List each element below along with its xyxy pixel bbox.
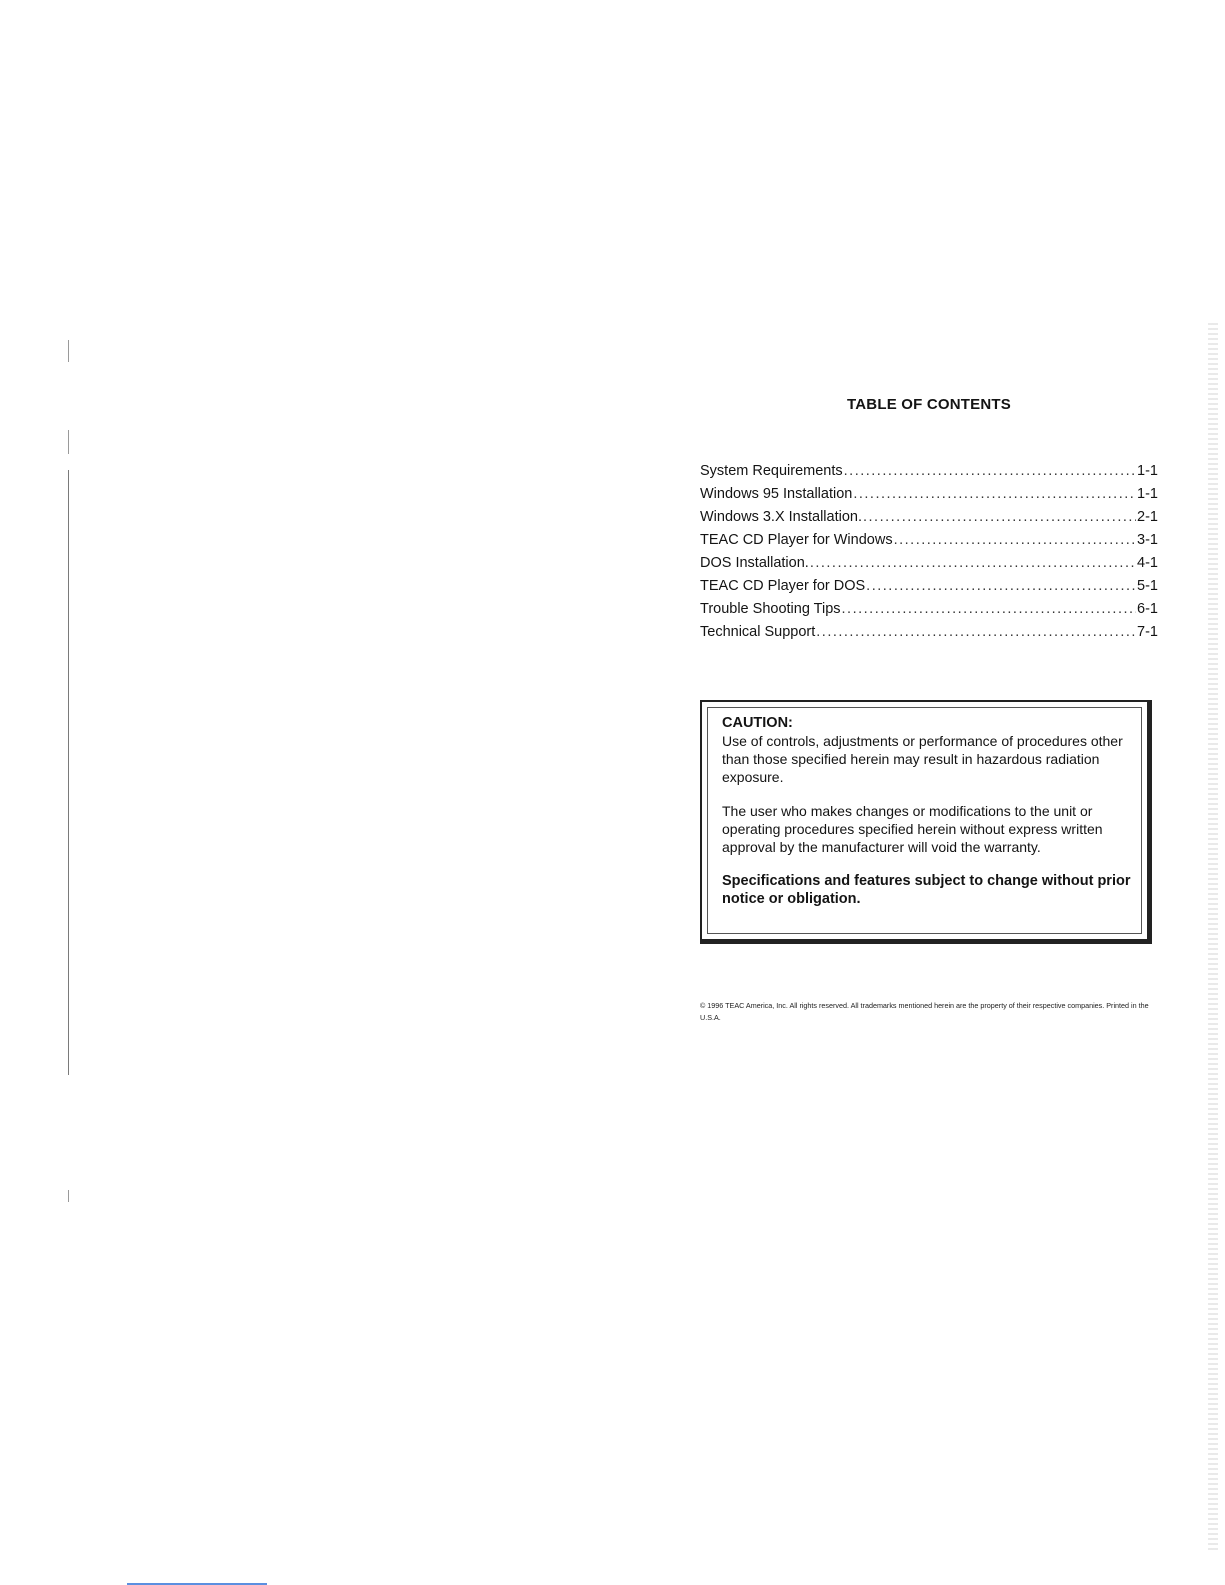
toc-leader-dots <box>842 598 1137 621</box>
toc-entry[interactable] <box>700 460 1158 483</box>
caution-radiation-text: Use of controls, adjustments or performance of procedures other than those specified herein may result in hazardous radiation exposure. <box>722 733 1123 785</box>
toc-list <box>700 460 1158 644</box>
scan-margin-mark <box>68 430 69 454</box>
caution-box <box>700 700 1152 944</box>
toc-entry[interactable] <box>700 575 1158 598</box>
copyright-notice: © 1996 TEAC America, Inc. All rights reserved. All trademarks mentioned herein are the property of their respective companies. Printed in the U.S.A. <box>700 1001 1149 1022</box>
toc-entry-label: Windows 95 Installation <box>700 486 853 502</box>
toc-entry[interactable] <box>700 598 1158 621</box>
scan-margin-mark <box>68 340 69 362</box>
caution-specifications-text: Specifications and features subject to change without prior notice or obligation. <box>722 873 1131 907</box>
toc-entry-page: 6-1 <box>1137 601 1158 617</box>
toc-entry-page: 1-1 <box>1137 486 1158 502</box>
toc-entry-label: TEAC CD Player for DOS <box>700 578 866 594</box>
toc-entry-page: 2-1 <box>1137 509 1158 525</box>
toc-entry-label: DOS Installation. <box>700 555 809 571</box>
toc-leader-dots <box>863 506 1136 529</box>
scan-margin-line <box>68 470 69 1075</box>
toc-entry-page: 3-1 <box>1137 532 1158 548</box>
toc-entry-page: 5-1 <box>1137 578 1158 594</box>
toc-entry-label: System Requirements <box>700 463 843 479</box>
toc-title: TABLE OF CONTENTS <box>847 396 1011 413</box>
scan-margin-mark <box>68 1190 69 1202</box>
toc-entry[interactable] <box>700 483 1158 506</box>
toc-entry-page: 1-1 <box>1137 463 1158 479</box>
toc-entry-page: 7-1 <box>1137 624 1158 640</box>
toc-entry-label: Trouble Shooting Tips <box>700 601 841 617</box>
scan-right-edge <box>1208 320 1218 1550</box>
toc-entry-page: 4-1 <box>1137 555 1158 571</box>
toc-leader-dots <box>894 529 1136 552</box>
toc-leader-dots <box>853 483 1136 506</box>
toc-entry-label: TEAC CD Player for Windows <box>700 532 893 548</box>
toc-entry-label: Windows 3.X Installation. <box>700 509 862 525</box>
toc-entry[interactable] <box>700 529 1158 552</box>
caution-heading: CAUTION: <box>722 715 793 731</box>
toc-entry-label: Technical Support <box>700 624 816 640</box>
toc-leader-dots <box>844 460 1136 483</box>
caution-content <box>722 714 1132 908</box>
toc-leader-dots <box>810 552 1136 575</box>
toc-leader-dots <box>866 575 1136 598</box>
toc-entry[interactable] <box>700 506 1158 529</box>
toc-entry[interactable] <box>700 621 1158 644</box>
toc-entry[interactable] <box>700 552 1158 575</box>
caution-warranty-text: The user who makes changes or modifications to the unit or operating procedures specified herein without express written approval by the manufacturer will void the warranty. <box>722 803 1103 855</box>
toc-leader-dots <box>816 621 1136 644</box>
